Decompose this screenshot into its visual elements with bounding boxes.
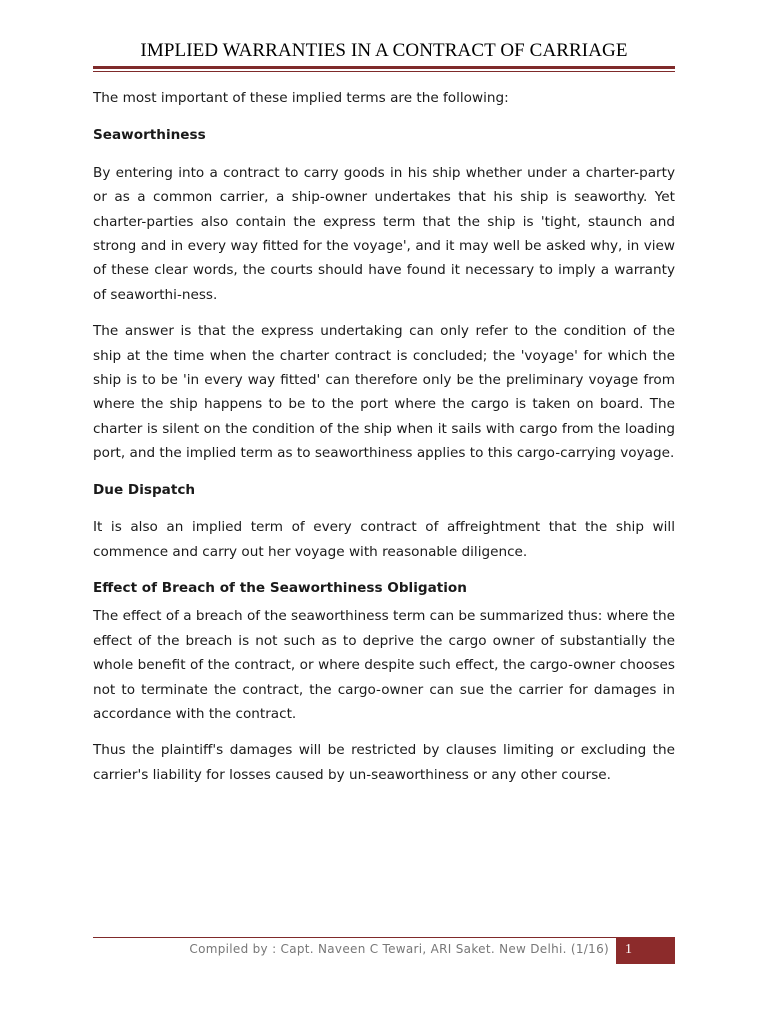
footer-credit: Compiled by : Capt. Naveen C Tewari, ARI Saket. New Delhi. (1/16): [189, 942, 609, 956]
paragraph: By entering into a contract to carry goods in his ship whether under a charter-party or as a common carrier, a ship-owner undertakes that his ship is seaworthy. Yet charter-parties also contain the express term that the ship is 'tight, staunch and strong and in every way fitted for the voyage', and it may well be asked why, in view of these clear words, the courts should have found it necessary to imply a warranty of seaworthi-ness.: [93, 164, 675, 303]
paragraph: It is also an implied term of every contract of affreightment that the ship will commence and carry out her voyage with reasonable diligence.: [93, 519, 675, 560]
page-number: 1: [625, 942, 632, 957]
paragraph: Thus the plaintiff's damages will be restricted by clauses limiting or excluding the carrier's liability for losses caused by un-seaworthiness or any other course.: [93, 742, 675, 783]
header-divider-thick: [93, 66, 675, 69]
page-number-badge: [616, 937, 675, 964]
section-heading-effect-of-breach: Effect of Breach of the Seaworthiness Obligation: [93, 579, 467, 596]
intro-paragraph: The most important of these implied terms are the following:: [93, 90, 509, 106]
footer-divider: [93, 937, 616, 938]
section-heading-seaworthiness: Seaworthiness: [93, 127, 206, 144]
section-heading-due-dispatch: Due Dispatch: [93, 481, 196, 498]
page-title: IMPLIED WARRANTIES IN A CONTRACT OF CARRIAGE: [140, 40, 628, 61]
header-divider-thin: [93, 71, 675, 72]
paragraph: The effect of a breach of the seaworthiness term can be summarized thus: where the effect of the breach is not such as to deprive the cargo owner of substantially the whole benefit of the contract, or where despite such effect, the cargo-owner chooses not to terminate the contract, the cargo-owner can sue the carrier for damages in accordance with the contract.: [93, 608, 675, 722]
document-body: [93, 86, 675, 799]
paragraph: The answer is that the express undertaking can only refer to the condition of the ship at the time when the charter contract is concluded; the 'voyage' for which the ship is to be 'in every way fitted' can therefore only be the preliminary voyage from where the ship happens to be to the port where the cargo is taken on board. The charter is silent on the condition of the ship when it sails with cargo from the loading port, and the implied term as to seaworthiness applies to this cargo-carrying voyage.: [93, 323, 675, 462]
